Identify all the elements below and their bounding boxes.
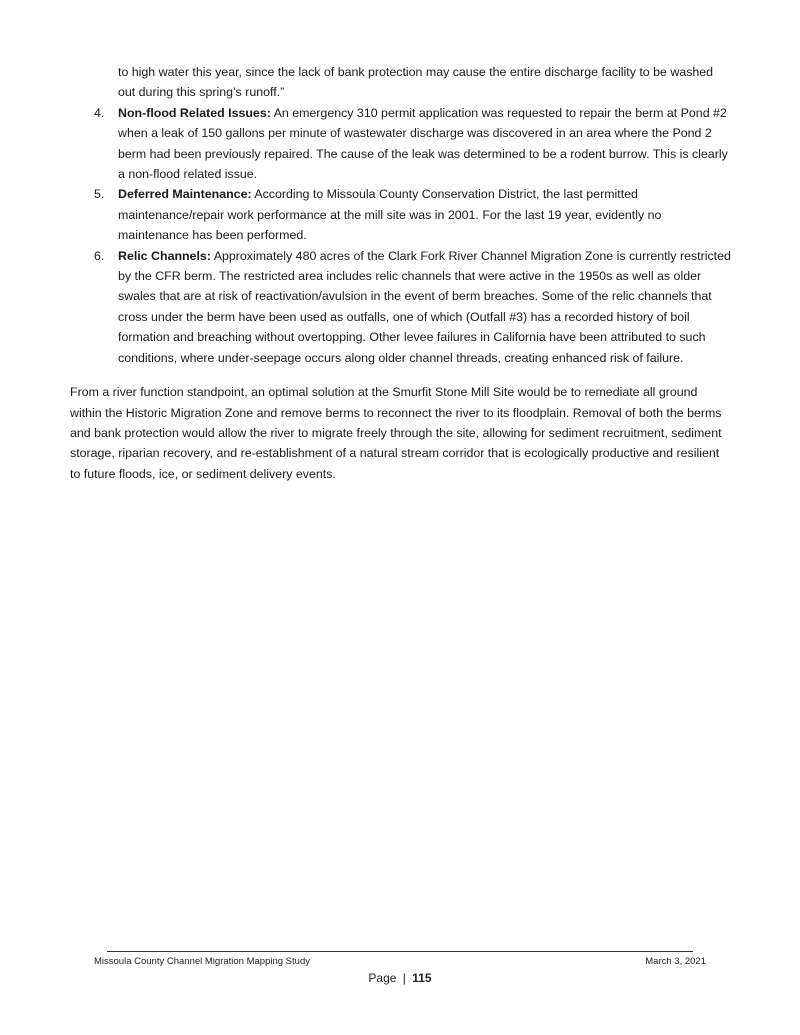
list-item <box>70 103 732 185</box>
footer-divider <box>107 951 693 952</box>
list-item <box>70 184 732 245</box>
closing-paragraph: From a river function standpoint, an optimal solution at the Smurfit Stone Mill Site would be to remediate all ground within the Historic Migration Zone and remove berms to reconnect the river to its floodplain. Removal of both the berms and bank protection would allow the river to migrate freely through the site, allowing for sediment recruitment, sediment storage, riparian recovery, and re-establishment of a natural stream corridor that is ecologically productive and resilient to future floods, ice, or sediment delivery events. <box>70 385 722 481</box>
list-item-number: 6. <box>94 248 105 263</box>
list-item-text: Approximately 480 acres of the Clark Fork River Channel Migration Zone is currently restricted by the CFR berm. The restricted area includes relic channels that were active in the 1950s as well as older swales that are at risk of reactivation/avulsion in the event of berm breaches. Some of the relic channels that cross under the berm have been used as outfalls, one of which (Outfall #3) has a recorded history of boil formation and breaching without overtopping. Other levee failures in California have been attributed to such conditions, where under-seepage occurs along older channel threads, creating enhanced risk of failure. <box>118 248 731 365</box>
list-item-term: Relic Channels: <box>118 248 211 263</box>
continued-quote-text: to high water this year, since the lack of bank protection may cause the entire discharge facility to be washed out during this spring’s runoff.” <box>118 65 714 100</box>
list-item-term: Deferred Maintenance: <box>118 187 252 202</box>
footer-document-title: Missoula County Channel Migration Mapping Study <box>94 956 310 967</box>
page-separator: | <box>402 971 406 985</box>
page-body <box>70 62 732 484</box>
page-label: Page <box>368 971 397 985</box>
page-number-value: 115 <box>412 971 432 985</box>
list-item-text: An emergency 310 permit application was requested to repair the berm at Pond #2 when a leak of 150 gallons per minute of wastewater discharge was discovered in an area where the Pond 2 berm had been previously repaired. The cause of the leak was determined to be a rodent burrow. This is clearly a non-flood related issue. <box>118 105 728 182</box>
list-item-number: 4. <box>94 105 105 120</box>
list-item-text: According to Missoula County Conservation District, the last permitted maintenance/repair work performance at the mill site was in 2001. For the last 19 year, evidently no maintenance has been performed. <box>118 187 662 243</box>
issue-list <box>70 103 732 368</box>
page-number <box>0 971 800 985</box>
list-item <box>70 246 732 368</box>
list-item-number: 5. <box>94 187 105 202</box>
footer-date: March 3, 2021 <box>645 956 706 967</box>
list-item-term: Non-flood Related Issues: <box>118 105 271 120</box>
